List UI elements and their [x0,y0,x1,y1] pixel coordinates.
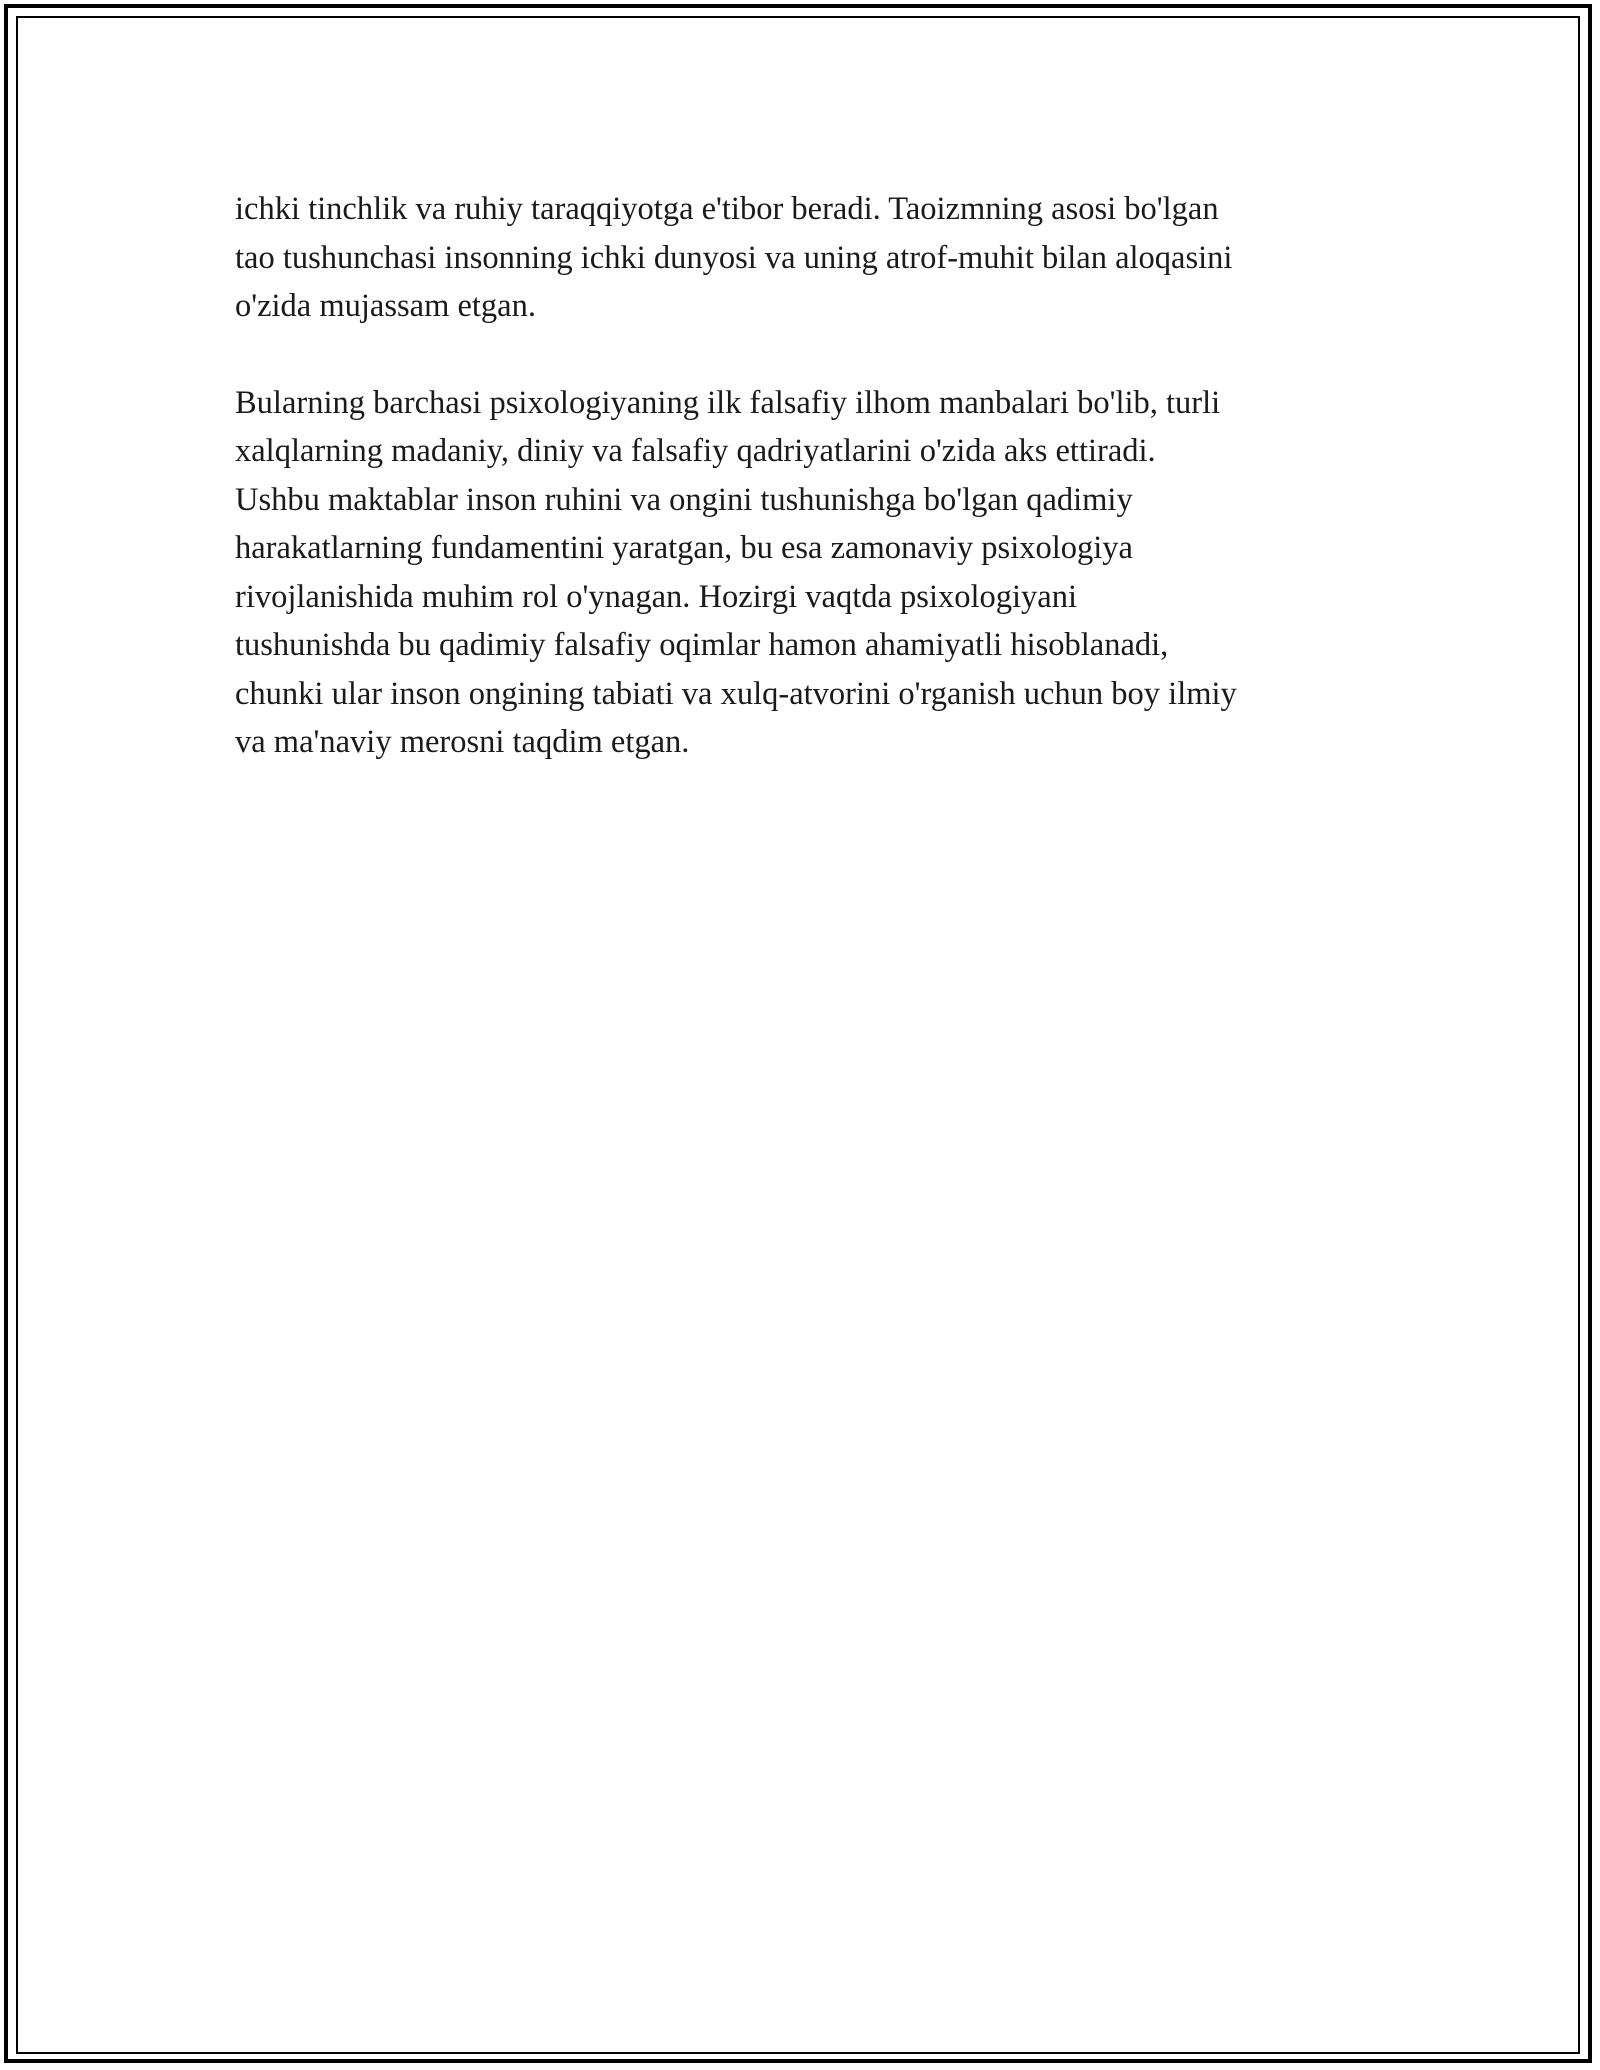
document-body [235,185,1415,767]
paragraph-2: Bularning barchasi psixologiyaning ilk falsafiy ilhom manbalari bo'lib, turli xalqlarning madaniy, diniy va falsafiy qadriyatlarini o'zida aks ettiradi. Ushbu maktablar inson ruhini va ongini tushunishga bo'lgan qadimiy harakatlarning fundamentini yaratgan, bu esa zamonaviy psixologiya rivojlanishida muhim rol o'ynagan. Hozirgi vaqtda psixologiyani tushunishda bu qadimiy falsafiy oqimlar hamon ahamiyatli hisoblanadi, chunki ular inson ongining tabiati va xulq-atvorini o'rganish uchun boy ilmiy va ma'naviy merosni taqdim etgan. [235,384,1237,760]
paragraph-1: ichki tinchlik va ruhiy taraqqiyotga e'tibor beradi. Taoizmning asosi bo'lgan tao tushunchasi insonning ichki dunyosi va uning atrof-muhit bilan aloqasini o'zida mujassam etgan. [235,191,1233,324]
paragraph-spacer [235,331,1415,379]
